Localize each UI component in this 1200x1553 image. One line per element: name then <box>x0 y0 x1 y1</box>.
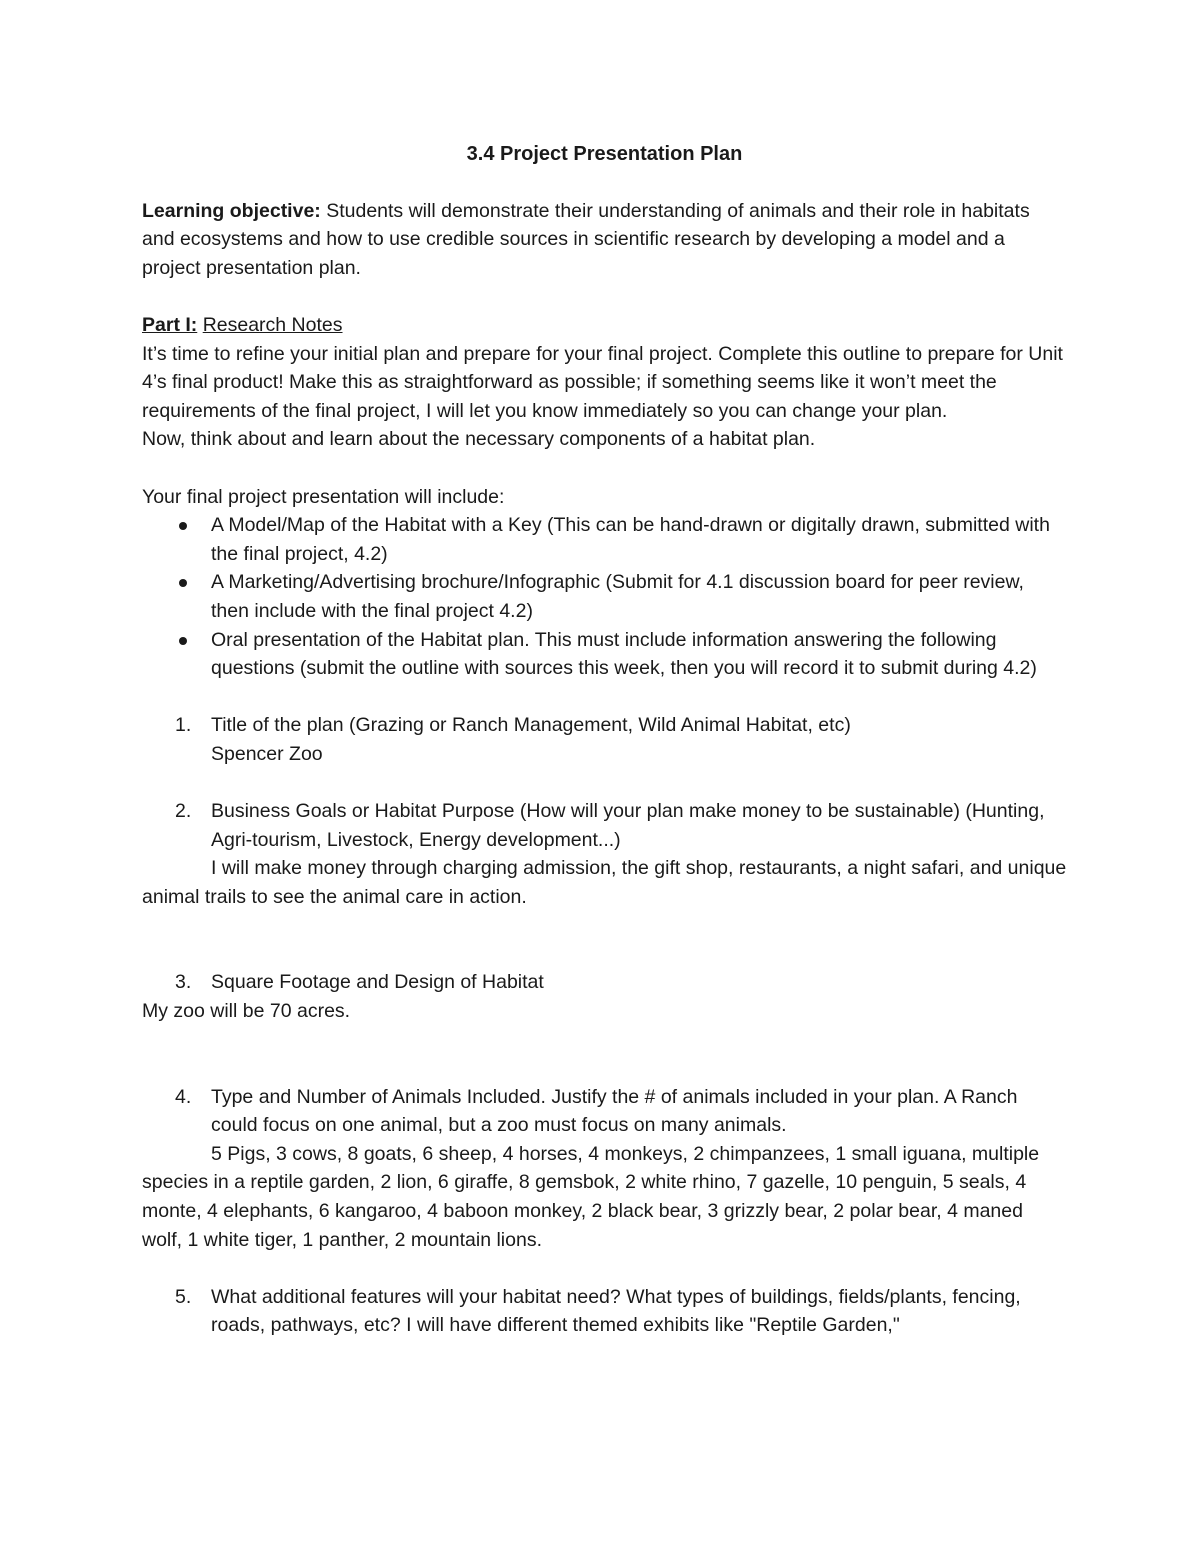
question-1 <box>142 711 1067 768</box>
question-2 <box>142 797 1067 854</box>
bullet-icon <box>179 637 187 645</box>
question-5 <box>142 1283 1067 1340</box>
list-item <box>142 511 1067 568</box>
question-3 <box>142 968 1067 997</box>
question-text: Business Goals or Habitat Purpose (How will your plan make money to be sustainable) (Hunting, Agri-tourism, Livestock, Energy development...) <box>211 800 1045 851</box>
item-number: 4. <box>175 1085 192 1108</box>
answer-text: 5 Pigs, 3 cows, 8 goats, 6 sheep, 4 horses, 4 monkeys, 2 chimpanzees, 1 small iguana, multiple species in a reptile garden, 2 lion, 6 giraffe, 8 gemsbok, 2 white rhino, 7 gazelle, 10 penguin, 5 seals, 4 monte, 4 elephants, 6 kangaroo, 4 baboon monkey, 2 black bear, 3 grizzly bear, 2 polar bear, 4 maned wolf, 1 white tiger, 1 panther, 2 mountain lions. <box>142 1142 1040 1251</box>
part1-intro: It’s time to refine your initial plan and prepare for your final project. Complete this outline to prepare for Unit 4’s final product! Make this as straightforward as possible; if something seems like it won’t meet the requirements of the final project, I will let you know immediately so you can change your plan. <box>142 342 1063 422</box>
document-page <box>142 140 1067 1340</box>
part1-heading <box>142 311 1067 340</box>
part1-title: Research Notes <box>202 313 343 336</box>
answer-text: I will make money through charging admission, the gift shop, restaurants, a night safari, and unique animal trails to see the animal care in action. <box>142 857 1067 908</box>
item-number: 3. <box>175 971 192 994</box>
question-text: Square Footage and Design of Habitat <box>211 971 544 994</box>
list-item <box>142 568 1067 625</box>
item-number: 5. <box>175 1285 192 1308</box>
bullet-icon <box>179 522 187 530</box>
part1-label: Part I: <box>142 313 198 336</box>
learning-objective <box>142 197 1067 283</box>
objective-text: Students will demonstrate their understanding of animals and their role in habitats and ecosystems and how to use credible sources in scientific research by developing a model and a project presentation plan. <box>142 199 1030 279</box>
list-item-text: A Marketing/Advertising brochure/Infographic (Submit for 4.1 discussion board for peer review, then include with the final project 4.2) <box>211 571 1024 622</box>
bullet-icon <box>179 579 187 587</box>
item-number: 1. <box>175 714 192 737</box>
part1-now: Now, think about and learn about the necessary components of a habitat plan. <box>142 428 816 451</box>
question-text: Title of the plan (Grazing or Ranch Management, Wild Animal Habitat, etc) <box>211 714 851 737</box>
question-text: What additional features will your habitat need? What types of buildings, fields/plants, fencing, roads, pathways, etc? I will have different themed exhibits like "Reptile Garden," <box>211 1285 1021 1337</box>
page-title: 3.4 Project Presentation Plan <box>466 143 743 165</box>
list-item <box>142 626 1067 683</box>
answer-text: My zoo will be 70 acres. <box>142 1000 351 1023</box>
answer-text: Spencer Zoo <box>211 742 323 765</box>
item-number: 2. <box>175 800 192 823</box>
list-item-text: Oral presentation of the Habitat plan. This must include information answering the following questions (submit the outline with sources this week, then you will record it to submit during 4.2) <box>211 628 1037 680</box>
objective-label: Learning objective: <box>142 199 321 222</box>
component-list <box>142 511 1067 683</box>
include-intro: Your final project presentation will include: <box>142 485 505 508</box>
list-item-text: A Model/Map of the Habitat with a Key (This can be hand-drawn or digitally drawn, submitted with the final project, 4.2) <box>211 514 1050 565</box>
question-4 <box>142 1083 1067 1140</box>
question-text: Type and Number of Animals Included. Justify the # of animals included in your plan. A Ranch could focus on one animal, but a zoo must focus on many animals. <box>211 1085 1018 1137</box>
